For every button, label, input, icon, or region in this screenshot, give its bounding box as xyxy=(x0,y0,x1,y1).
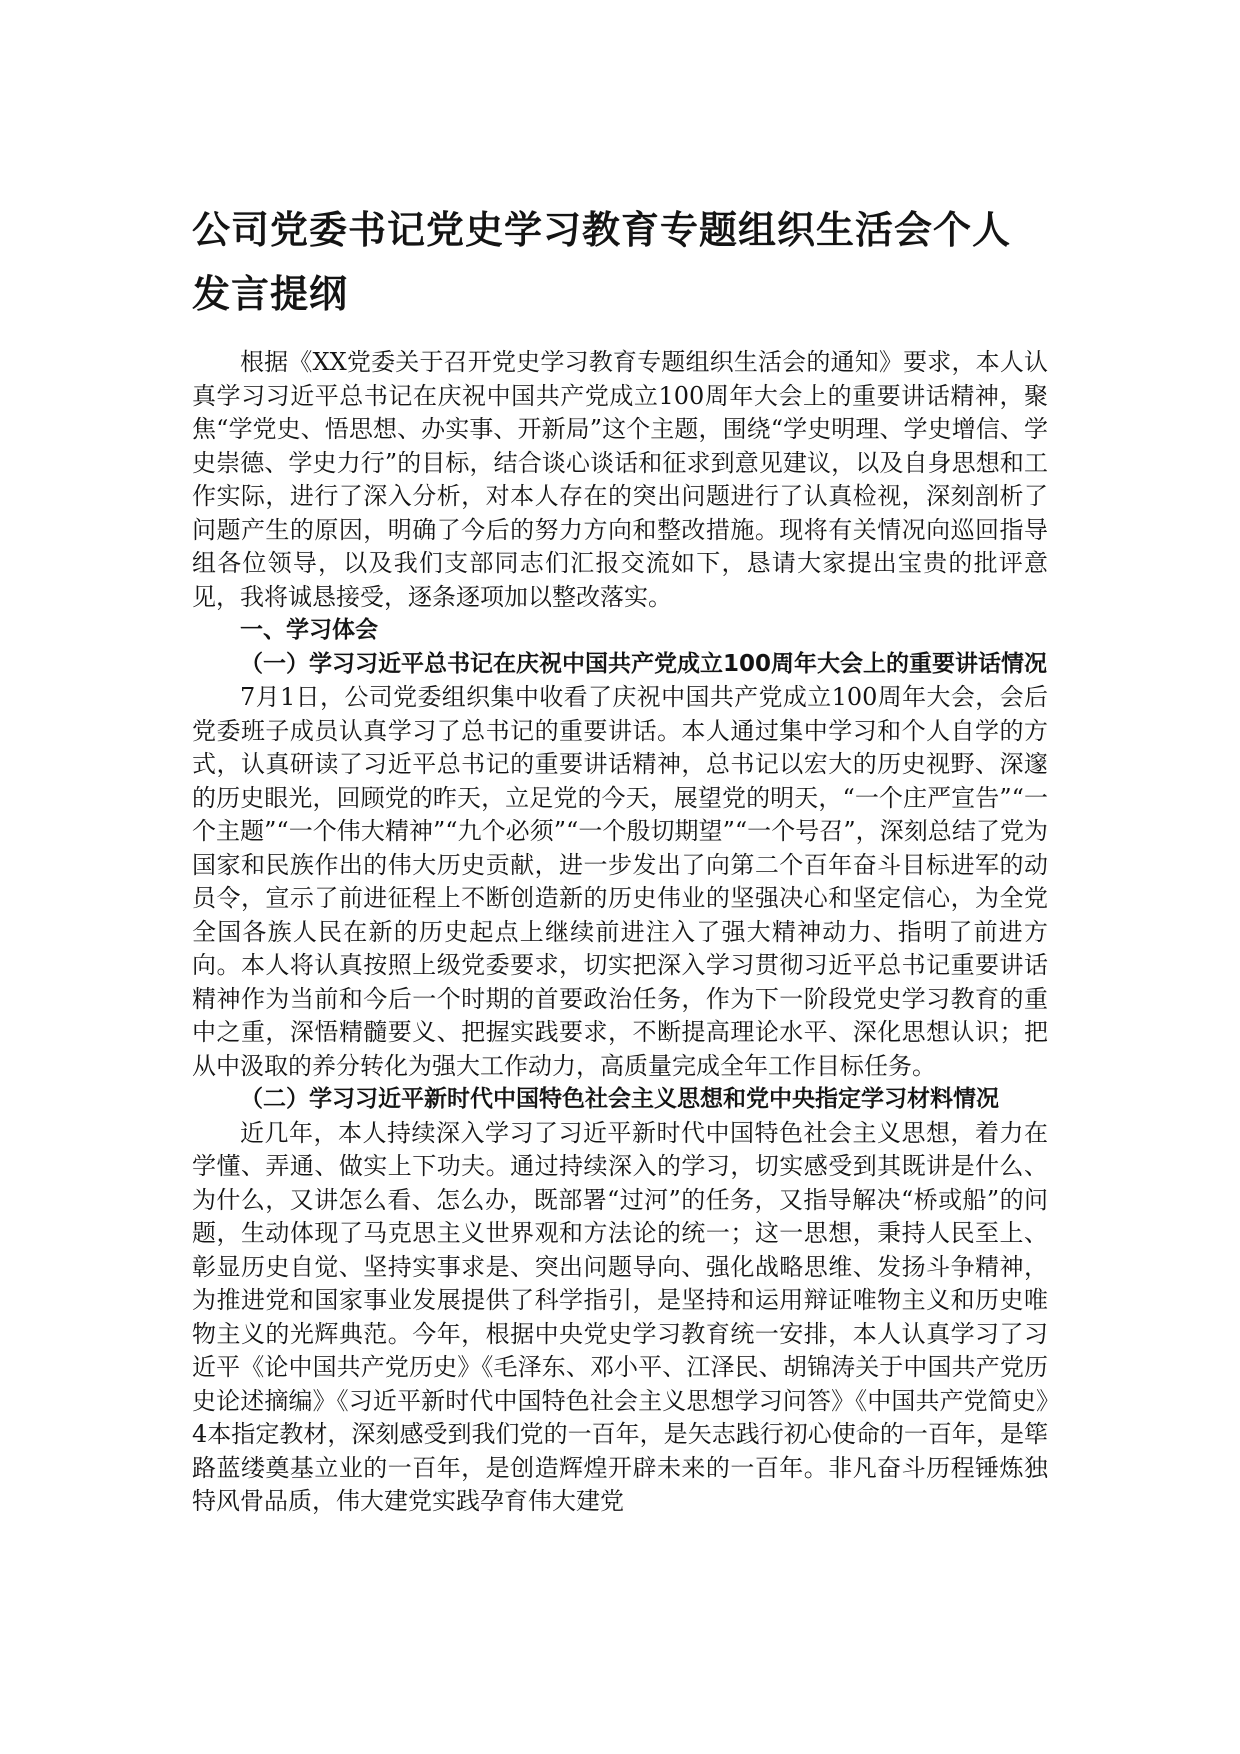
subsection-heading-2: （二）学习习近平新时代中国特色社会主义思想和党中央指定学习材料情况 xyxy=(240,1086,999,1112)
section-heading-learning: 一、学习体会 xyxy=(240,617,378,643)
intro-paragraph: 根据《XX党委关于召开党史学习教育专题组织生活会的通知》要求，本人认真学习习近平总书记在庆祝中国共产党成立100周年大会上的重要讲话精神，聚焦“学党史、悟思想、办实事、开新局”这个主题，围绕“学史明理、学史增信、学史崇德、学史力行”的目标，结合谈心谈话和征求到意见建议，以及自身思想和工作实际，进行了深入分析，对本人存在的突出问题进行了认真检视，深刻剖析了问题产生的原因，明确了今后的努力方向和整改措施。现将有关情况向巡回指导组各位领导，以及我们支部同志们汇报交流如下，恳请大家提出宝贵的批评意见，我将诚恳接受，逐条逐项加以整改落实。 xyxy=(192,348,1048,611)
document-body xyxy=(192,198,1048,1519)
subsection-body-1: 7月1日，公司党委组织集中收看了庆祝中国共产党成立100周年大会，会后党委班子成员认真学习了总书记的重要讲话。本人通过集中学习和个人自学的方式，认真研读了习近平总书记的重要讲话精神，总书记以宏大的历史视野、深邃的历史眼光，回顾党的昨天，立足党的今天，展望党的明天，“一个庄严宣告”“一个主题”“一个伟大精神”“九个必须”“一个殷切期望”“一个号召”，深刻总结了党为国家和民族作出的伟大历史贡献，进一步发出了向第二个百年奋斗目标进军的动员令，宣示了前进征程上不断创造新的历史伟业的坚强决心和坚定信心，为全党全国各族人民在新的历史起点上继续前进注入了强大精神动力、指明了前进方向。本人将认真按照上级党委要求，切实把深入学习贯彻习近平总书记重要讲话精神作为当前和今后一个时期的首要政治任务，作为下一阶段党史学习教育的重中之重，深悟精髓要义、把握实践要求，不断提高理论水平、深化思想认识；把从中汲取的养分转化为强大工作动力，高质量完成全年工作目标任务。 xyxy=(192,683,1048,1080)
subsection-body-2: 近几年，本人持续深入学习了习近平新时代中国特色社会主义思想，着力在学懂、弄通、做实上下功夫。通过持续深入的学习，切实感受到其既讲是什么、为什么，又讲怎么看、怎么办，既部署“过河”的任务，又指导解决“桥或船”的问题，生动体现了马克思主义世界观和方法论的统一；这一思想，秉持人民至上、彰显历史自觉、坚持实事求是、突出问题导向、强化战略思维、发扬斗争精神，为推进党和国家事业发展提供了科学指引，是坚持和运用辩证唯物主义和历史唯物主义的光辉典范。今年，根据中央党史学习教育统一安排，本人认真学习了习近平《论中国共产党历史》《毛泽东、邓小平、江泽民、胡锦涛关于中国共产党历史论述摘编》《习近平新时代中国特色社会主义思想学习问答》《中国共产党简史》4本指定教材，深刻感受到我们党的一百年，是矢志践行初心使命的一百年，是筚路蓝缕奠基立业的一百年，是创造辉煌开辟未来的一百年。非凡奋斗历程锤炼独特风骨品质，伟大建党实践孕育伟大建党 xyxy=(192,1118,1048,1515)
document-title: 公司党委书记党史学习教育专题组织生活会个人发言提纲 xyxy=(192,208,1012,316)
subsection-heading-1: （一）学习习近平总书记在庆祝中国共产党成立100周年大会上的重要讲话情况 xyxy=(240,650,1048,677)
